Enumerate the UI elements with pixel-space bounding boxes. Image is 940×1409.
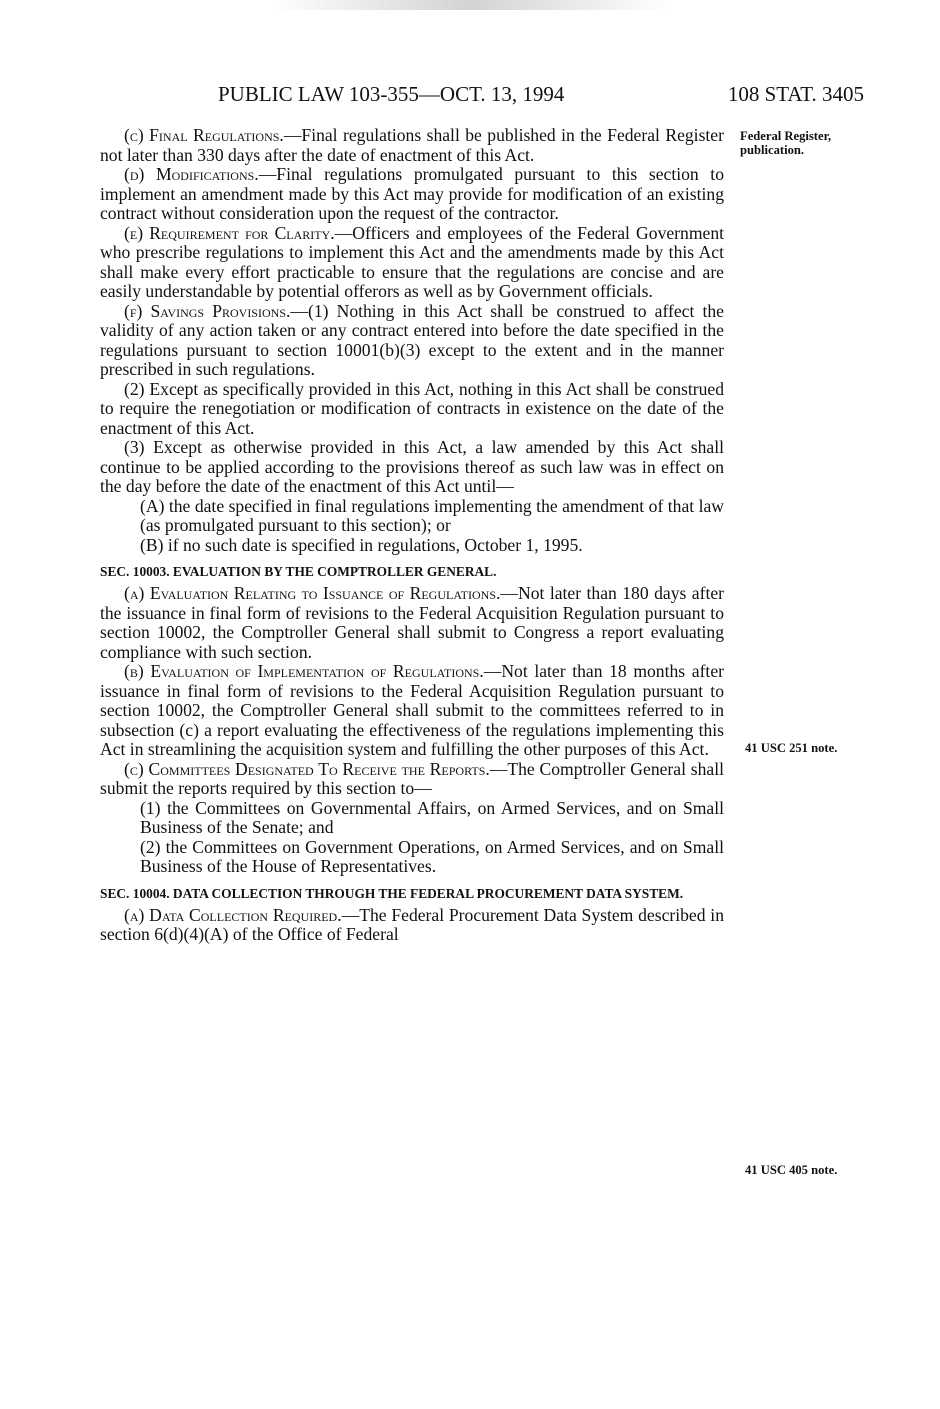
text-f-3-A: (A) the date specified in final regulations implementing the amendment of that law (as promulgated pursuant to this section); or bbox=[140, 495, 724, 535]
paragraph-f-3: (3) Except as otherwise provided in this Act, a law amended by this Act shall continue to be applied according to the provisions thereof as such law was in effect on the day before the date of the enactment of this Act until— bbox=[100, 437, 724, 496]
section-heading-10004: SEC. 10004. DATA COLLECTION THROUGH THE FEDERAL PROCUREMENT DATA SYSTEM. bbox=[100, 885, 684, 901]
margin-note-41usc251: 41 USC 251 note. bbox=[745, 741, 838, 755]
margin-note-41usc405: 41 USC 405 note. bbox=[745, 1163, 838, 1177]
page-header bbox=[100, 82, 864, 110]
law-text-body bbox=[100, 126, 724, 945]
subparagraph-f-3-A bbox=[100, 497, 724, 536]
subsection-f-savings-provisions bbox=[100, 302, 724, 380]
text-evaluation-implementation: —Not later than 18 months after issuance in final form of revisions to the Federal Acquisition Regulation pursuant to section 10002, the Comptroller General shall submit to the committees referred to in subsection (c) a report evaluating the effectiveness of the regulations implementing this Act in streamlining the acquisition system and fulfilling the other purposes of this Act. bbox=[100, 661, 724, 759]
text-savings-provisions-1: —(1) Nothing in this Act shall be construed to affect the validity of any action taken or any contract entered into before the date specified in the regulations pursuant to section 10001(b)(3) except to the extent and in the manner prescribed in such regulations. bbox=[100, 300, 724, 379]
heading-evaluation-implementation: (b) Evaluation of Implementation of Regulations. bbox=[124, 661, 484, 681]
text-requirement-for-clarity: —Officers and employees of the Federal Government who prescribe regulations to implement this Act and the amendments made by this Act shall make every effort practicable to ensure that the regulations are concise and are easily understandable by potential offerors as well as by Government officials. bbox=[100, 222, 725, 301]
text-f-3-B: (B) if no such date is specified in regulations, October 1, 1995. bbox=[140, 534, 583, 555]
running-title: PUBLIC LAW 103-355—OCT. 13, 1994 bbox=[218, 82, 565, 106]
heading-requirement-for-clarity: (e) Requirement for Clarity. bbox=[124, 222, 335, 243]
subsection-10003-c bbox=[100, 760, 724, 799]
paragraph-10003-c-2: (2) the Committees on Government Operations, on Armed Services, and on Small Business of the House of Representatives. bbox=[140, 836, 724, 876]
scan-artifact-top bbox=[270, 0, 670, 10]
subsection-10003-a bbox=[100, 584, 724, 662]
text-final-regulations: —Final regulations shall be published in the Federal Register not later than 330 days after the date of enactment of this Act. bbox=[100, 125, 724, 165]
heading-final-regulations: (c) Final Regulations. bbox=[124, 125, 284, 145]
text-data-collection-required: —The Federal Procurement Data System described in section 6(d)(4)(A) of the Office of Federal bbox=[100, 904, 724, 944]
heading-evaluation-issuance: (a) Evaluation Relating to Issuance of Regulations. bbox=[124, 583, 501, 603]
subsection-c-final-regulations bbox=[100, 126, 724, 165]
section-heading-10003: SEC. 10003. EVALUATION BY THE COMPTROLLER GENERAL. bbox=[100, 564, 497, 579]
heading-data-collection-required: (a) Data Collection Required. bbox=[124, 904, 342, 925]
margin-note-federal-register: Federal Register, publication. bbox=[740, 129, 832, 157]
heading-committees-designated: (c) Committees Designated To Receive the Reports. bbox=[124, 758, 490, 779]
subsection-d-modifications bbox=[100, 165, 724, 224]
subsection-e-requirement-for-clarity bbox=[100, 224, 724, 302]
heading-savings-provisions: (f) Savings Provisions. bbox=[124, 300, 291, 321]
paragraph-f-2: (2) Except as specifically provided in this Act, nothing in this Act shall be construed to require the renegotiation or modification of contracts in existence on the date of the enactment of this Act. bbox=[100, 378, 724, 438]
subparagraph-f-3-B bbox=[100, 536, 724, 556]
statute-page-number: 108 STAT. 3405 bbox=[727, 82, 864, 106]
text-committees-designated: —The Comptroller General shall submit the reports required by this section to— bbox=[100, 758, 724, 798]
text-modifications: —Final regulations promulgated pursuant to this section to implement an amendment made by this Act may provide for modification of an existing contract without consideration upon the request of the contractor. bbox=[100, 164, 724, 223]
heading-modifications: (d) Modifications. bbox=[124, 164, 259, 184]
paragraph-10003-c-1: (1) the Committees on Governmental Affairs, on Armed Services, and on Small Business of the Senate; and bbox=[140, 797, 724, 837]
text-evaluation-issuance: —Not later than 180 days after the issuance in final form of revisions to the Federal Acquisition Regulation pursuant to section 10002, the Comptroller General shall submit to Congress a report evaluating compliance with such section. bbox=[100, 583, 725, 662]
subsection-10003-b bbox=[100, 662, 724, 760]
subsection-10004-a bbox=[100, 906, 724, 945]
